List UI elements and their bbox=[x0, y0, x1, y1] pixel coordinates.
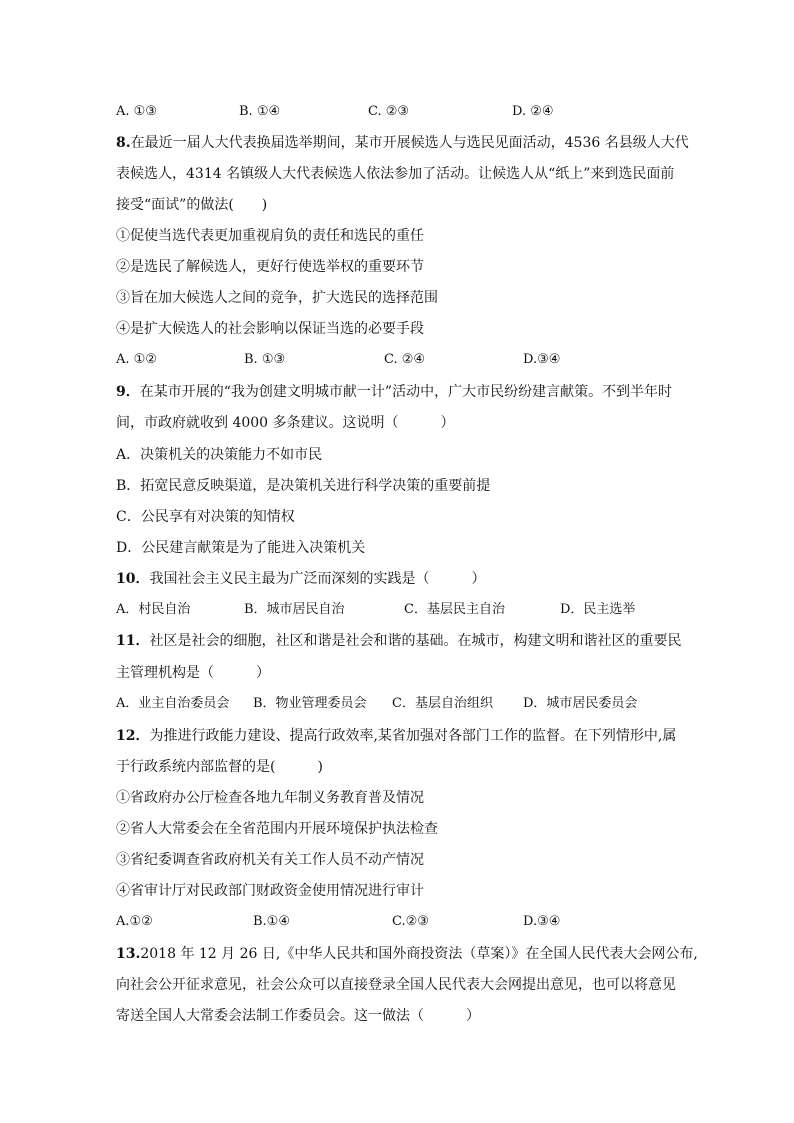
option-d: D．城市居民委员会 bbox=[523, 696, 638, 711]
option-b: B．物业管理委员会 bbox=[253, 696, 367, 711]
option-a: A．村民自治 bbox=[116, 602, 191, 617]
statement-item: ①促使当选代表更加重视肩负的责任和选民的重任 bbox=[116, 228, 424, 244]
option-c: C．基层民主自治 bbox=[404, 602, 505, 617]
statement-item: ①省政府办公厅检查各地九年制义务教育普及情况 bbox=[116, 790, 424, 806]
question-9-line-2: 间，市政府就收到 4000 多条建议。这说明（ ） bbox=[116, 415, 455, 431]
option-a: A.①② bbox=[116, 914, 153, 929]
statement-item: ④是扩大候选人的社会影响以保证当选的必要手段 bbox=[116, 321, 424, 337]
option-c: C. ②③ bbox=[368, 104, 410, 119]
option-c: C．公民享有对决策的知情权 bbox=[116, 509, 295, 525]
question-8-line-1: 8.在最近一届人大代表换届选举期间，某市开展候选人与选民见面活动，4536 名县级人大代 bbox=[116, 135, 689, 151]
option-a: A. ①② bbox=[116, 352, 157, 367]
question-11-line-2: 主管理机构是（ ） bbox=[116, 665, 270, 681]
question-13-line-3: 寄送全国人大常委会法制工作委员会。这一做法（ ） bbox=[116, 1008, 480, 1024]
question-10-line-1: 10．我国社会主义民主最为广泛而深刻的实践是（ ） bbox=[116, 571, 486, 587]
option-a: A．业主自治委员会 bbox=[116, 696, 230, 711]
question-number: 11． bbox=[116, 633, 150, 649]
option-d: D．公民建言献策是为了能进入决策机关 bbox=[116, 540, 366, 556]
statement-item: ③旨在加大候选人之间的竞争，扩大选民的选择范围 bbox=[116, 290, 438, 306]
question-12-line-2: 于行政系统内部监督的是( ) bbox=[116, 759, 323, 775]
statement-item: ②省人大常委会在全省范围内开展环境保护执法检查 bbox=[116, 821, 438, 837]
question-8-line-2: 表候选人，4314 名镇级人大代表候选人依法参加了活动。让候选人从“纸上”来到选民面前 bbox=[116, 166, 675, 182]
statement-item: ②是选民了解候选人，更好行使选举权的重要环节 bbox=[116, 259, 424, 275]
question-number: 10． bbox=[116, 571, 150, 587]
question-8-line-3: 接受“面试”的做法( ) bbox=[116, 197, 268, 213]
question-13-line-1: 13.2018 年 12 月 26 日,《中华人民共和国外商投资法（草案）》在全国人民代表大会网公布, bbox=[116, 946, 698, 962]
question-13-line-2: 向社会公开征求意见，社会公众可以直接登录全国人民代表大会网提出意见，也可以将意见 bbox=[116, 977, 676, 993]
option-c: C. ②④ bbox=[384, 352, 426, 367]
question-12-line-1: 12．为推进行政能力建设、提高行政效率,某省加强对各部门工作的监督。在下列情形中,属 bbox=[116, 728, 677, 744]
statement-item: ③省纪委调查省政府机关有关工作人员不动产情况 bbox=[116, 852, 424, 868]
option-b: B. ①④ bbox=[239, 104, 281, 119]
question-number: 12． bbox=[116, 728, 150, 744]
option-b: B. ①③ bbox=[244, 352, 286, 367]
option-a: A．决策机关的决策能力不如市民 bbox=[116, 447, 323, 463]
question-9-line-1: 9．在某市开展的“我为创建文明城市献一计”活动中，广大市民纷纷建言献策。不到半年时 bbox=[116, 384, 673, 400]
option-d: D.③④ bbox=[523, 352, 561, 367]
option-d: D.③④ bbox=[523, 914, 561, 929]
option-b: B．城市居民自治 bbox=[244, 602, 345, 617]
option-d: D．民主选举 bbox=[560, 602, 636, 617]
option-b: B．拓宽民意反映渠道，是决策机关进行科学决策的重要前提 bbox=[116, 478, 491, 494]
question-number: 8. bbox=[116, 135, 131, 151]
option-c: C.②③ bbox=[392, 914, 429, 929]
question-11-line-1: 11．社区是社会的细胞，社区和谐是社会和谐的基础。在城市，构建文明和谐社区的重要民 bbox=[116, 633, 682, 649]
question-number: 9． bbox=[116, 384, 140, 400]
option-b: B.①④ bbox=[253, 914, 290, 929]
question-number: 13. bbox=[116, 946, 141, 962]
option-a: A. ①③ bbox=[116, 104, 157, 119]
option-c: C．基层自治组织 bbox=[392, 696, 493, 711]
option-d: D. ②④ bbox=[512, 104, 554, 119]
statement-item: ④省审计厅对民政部门财政资金使用情况进行审计 bbox=[116, 883, 424, 899]
